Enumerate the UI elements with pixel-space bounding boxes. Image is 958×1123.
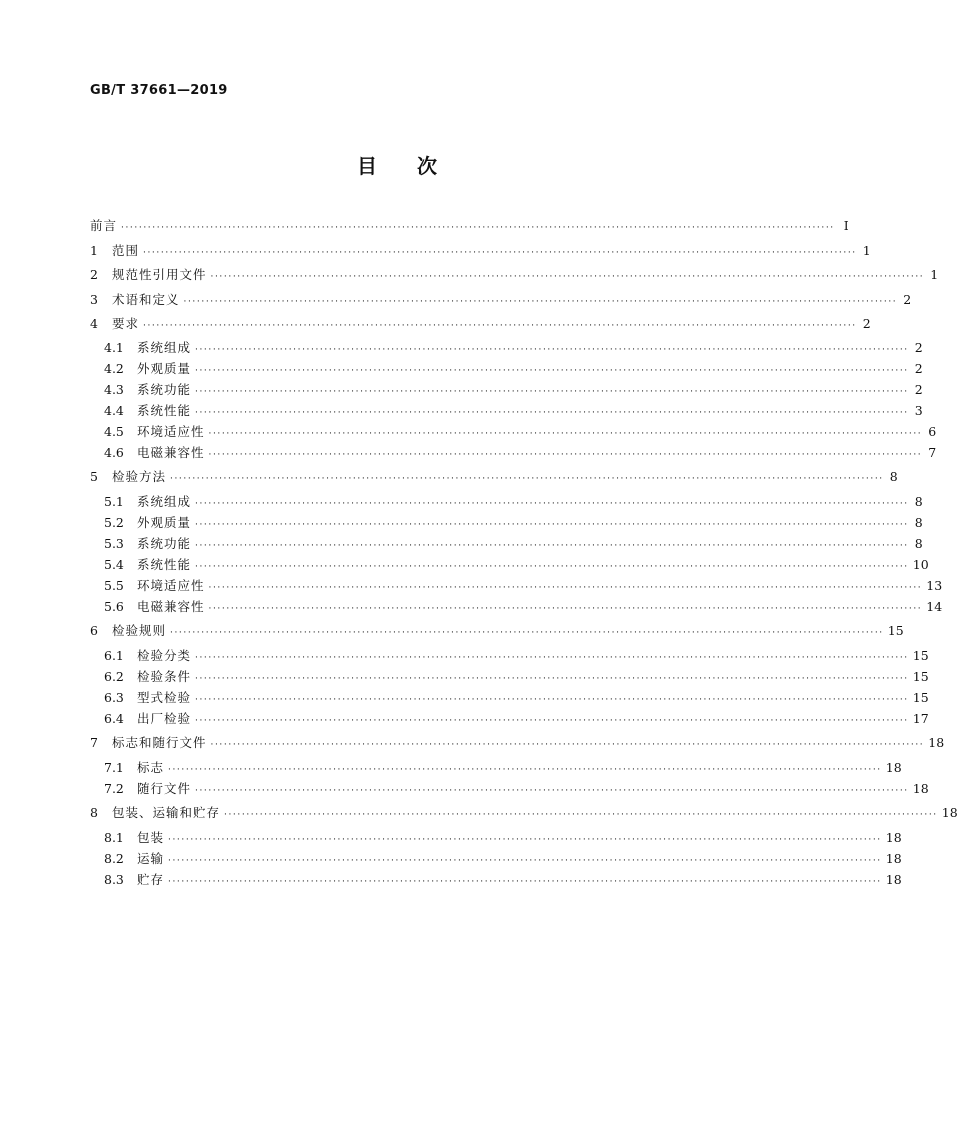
toc-entry-label: 检验规则 [112,623,167,638]
toc-entry-number: 4.3 [104,382,124,397]
toc-entry-page: 2 [903,292,912,307]
toc-entry-page: 8 [914,515,923,530]
toc-leader-dots: ································································································································································ [195,520,909,530]
toc-entry-number: 8.2 [104,851,124,866]
toc-entry-page: 1 [930,267,939,282]
toc-entry-number: 6.3 [104,690,124,705]
title-char-2: 次 [417,154,437,178]
toc-entry-label: 系统性能 [137,557,192,572]
toc-entry-label: 环境适应性 [137,578,205,593]
page-title [0,150,794,179]
toc-leader-dots: ································································································································································ [168,877,882,887]
toc-entry-label: 检验条件 [137,669,192,684]
toc-entry[interactable] [90,241,871,261]
toc-entry-label: 贮存 [137,872,165,887]
toc-entry-number: 7 [90,735,98,750]
toc-leader-dots: ································································································································································ [208,583,923,593]
toc-entry[interactable] [104,758,902,778]
toc-entry[interactable] [104,534,923,554]
toc-entry-number: 1 [90,243,98,258]
toc-entry-number: 3 [90,292,98,307]
toc-entry-page: 18 [885,872,902,887]
toc-entry-number: 4 [90,316,98,331]
toc-leader-dots: ································································································································································ [143,248,857,258]
toc-entry-number: 7.1 [104,760,124,775]
toc-leader-dots: ································································································································································ [195,408,909,418]
toc-entry-page: 2 [914,382,923,397]
toc-entry-number: 4.1 [104,340,124,355]
toc-entry-number: 5.6 [104,599,124,614]
toc-entry[interactable] [90,621,904,641]
toc-entry-page: 10 [912,557,929,572]
toc-entry-page: 18 [941,805,958,820]
toc-entry[interactable] [90,803,958,823]
toc-entry-page: 2 [914,340,923,355]
toc-entry-page: 8 [889,469,898,484]
toc-leader-dots: ································································································································································ [195,786,909,796]
toc-entry[interactable] [104,359,923,379]
toc-entry-number: 4.4 [104,403,124,418]
toc-leader-dots: ································································································································································ [195,674,909,684]
toc-entry[interactable] [90,290,912,310]
toc-entry[interactable] [104,401,923,421]
toc-entry-page: 15 [887,623,904,638]
toc-leader-dots: ································································································································································ [170,628,884,638]
toc-entry-number: 4.2 [104,361,124,376]
toc-entry-page: 13 [926,578,943,593]
toc-entry-label: 出厂检验 [137,711,192,726]
toc-entry-page: Ⅰ [843,218,849,233]
title-char-1: 目 [357,154,377,178]
toc-entry-label: 系统组成 [137,494,192,509]
toc-leader-dots: ································································································································································ [195,387,909,397]
toc-entry-label: 电磁兼容性 [137,599,205,614]
toc-entry-label: 外观质量 [137,361,192,376]
toc-leader-dots: ································································································································································ [195,562,909,572]
toc-entry-label: 运输 [137,851,165,866]
toc-entry-label: 规范性引用文件 [112,267,207,282]
toc-entry[interactable] [90,733,945,753]
toc-entry-page: 3 [914,403,923,418]
toc-entry-label: 环境适应性 [137,424,205,439]
toc-entry-label: 外观质量 [137,515,192,530]
toc-entry-label: 型式检验 [137,690,192,705]
toc-entry-label: 术语和定义 [112,292,180,307]
toc-leader-dots: ································································································································································ [121,223,835,233]
toc-entry-label: 前言 [90,218,118,233]
toc-entry-number: 5.2 [104,515,124,530]
toc-entry-page: 18 [928,735,945,750]
toc-entry[interactable] [104,492,923,512]
toc-entry-label: 范围 [112,243,140,258]
toc-entry[interactable] [104,597,943,617]
toc-entry-label: 标志和随行文件 [112,735,207,750]
toc-entry[interactable] [104,646,929,666]
toc-entry[interactable] [104,380,923,400]
toc-entry-number: 7.2 [104,781,124,796]
toc-entry-page: 15 [912,648,929,663]
toc-entry-number: 8 [90,805,98,820]
toc-entry-label: 系统功能 [137,382,192,397]
toc-entry-page: 2 [862,316,871,331]
toc-entry[interactable] [104,709,929,729]
toc-leader-dots: ································································································································································ [208,450,923,460]
toc-entry[interactable] [90,467,898,487]
toc-entry[interactable] [90,314,871,334]
toc-entry-number: 6 [90,623,98,638]
toc-entry-label: 要求 [112,316,140,331]
toc-leader-dots: ································································································································································ [195,695,909,705]
toc-leader-dots: ································································································································································ [195,366,909,376]
toc-leader-dots: ································································································································································ [143,321,857,331]
toc-entry-page: 15 [912,669,929,684]
toc-entry-number: 4.6 [104,445,124,460]
toc-entry-page: 6 [928,424,937,439]
toc-leader-dots: ································································································································································ [195,716,909,726]
toc-entry[interactable] [104,849,902,869]
toc-entry-number: 6.2 [104,669,124,684]
toc-entry-number: 5.1 [104,494,124,509]
toc-leader-dots: ································································································································································ [195,653,909,663]
toc-entry[interactable] [104,576,943,596]
toc-entry-page: 18 [912,781,929,796]
toc-leader-dots: ································································································································································ [208,429,923,439]
toc-entry[interactable] [104,870,902,890]
toc-entry-number: 5 [90,469,98,484]
toc-leader-dots: ································································································································································ [210,740,925,750]
toc-entry[interactable] [90,265,939,285]
toc-entry-label: 检验方法 [112,469,167,484]
toc-entry[interactable] [104,555,929,575]
toc-leader-dots: ································································································································································ [224,810,938,820]
toc-entry-label: 包装 [137,830,165,845]
toc-entry[interactable] [104,338,923,358]
toc-entry[interactable] [104,779,929,799]
toc-leader-dots: ································································································································································ [168,856,882,866]
toc-entry-label: 标志 [137,760,165,775]
toc-entry-page: 1 [862,243,871,258]
toc-leader-dots: ································································································································································ [168,765,882,775]
toc-leader-dots: ································································································································································ [210,272,925,282]
toc-entry-label: 系统组成 [137,340,192,355]
toc-entry-page: 18 [885,760,902,775]
toc-leader-dots: ································································································································································ [195,541,909,551]
toc-entry-label: 电磁兼容性 [137,445,205,460]
toc-entry-label: 随行文件 [137,781,192,796]
toc-entry-page: 18 [885,851,902,866]
toc-entry[interactable] [104,513,923,533]
toc-leader-dots: ································································································································································ [183,297,898,307]
toc-leader-dots: ································································································································································ [195,499,909,509]
toc-entry[interactable] [104,422,937,442]
toc-entry-number: 8.1 [104,830,124,845]
toc-entry-label: 系统性能 [137,403,192,418]
toc-entry-page: 15 [912,690,929,705]
toc-entry-number: 8.3 [104,872,124,887]
toc-entry-page: 8 [914,536,923,551]
toc-entry-page: 18 [885,830,902,845]
toc-entry-number: 6.4 [104,711,124,726]
toc-entry[interactable] [104,828,902,848]
toc-entry[interactable] [104,688,929,708]
toc-entry-number: 5.4 [104,557,124,572]
toc-entry-number: 5.3 [104,536,124,551]
toc-entry-label: 系统功能 [137,536,192,551]
toc-entry-page: 7 [928,445,937,460]
toc-leader-dots: ································································································································································ [195,345,909,355]
toc-entry-page: 8 [914,494,923,509]
toc-entry[interactable] [90,216,849,236]
toc-entry-number: 2 [90,267,98,282]
toc-leader-dots: ································································································································································ [170,474,884,484]
standard-code: GB/T 37661—2019 [90,83,228,98]
toc-entry[interactable] [104,443,937,463]
toc-entry[interactable] [104,667,929,687]
toc-leader-dots: ································································································································································ [168,835,882,845]
toc-entry-number: 5.5 [104,578,124,593]
toc-entry-number: 4.5 [104,424,124,439]
toc-entry-page: 17 [912,711,929,726]
toc-leader-dots: ································································································································································ [208,604,923,614]
toc-entry-page: 14 [926,599,943,614]
toc-entry-number: 6.1 [104,648,124,663]
toc-entry-label: 检验分类 [137,648,192,663]
toc-entry-label: 包装、运输和贮存 [112,805,221,820]
toc-entry-page: 2 [914,361,923,376]
